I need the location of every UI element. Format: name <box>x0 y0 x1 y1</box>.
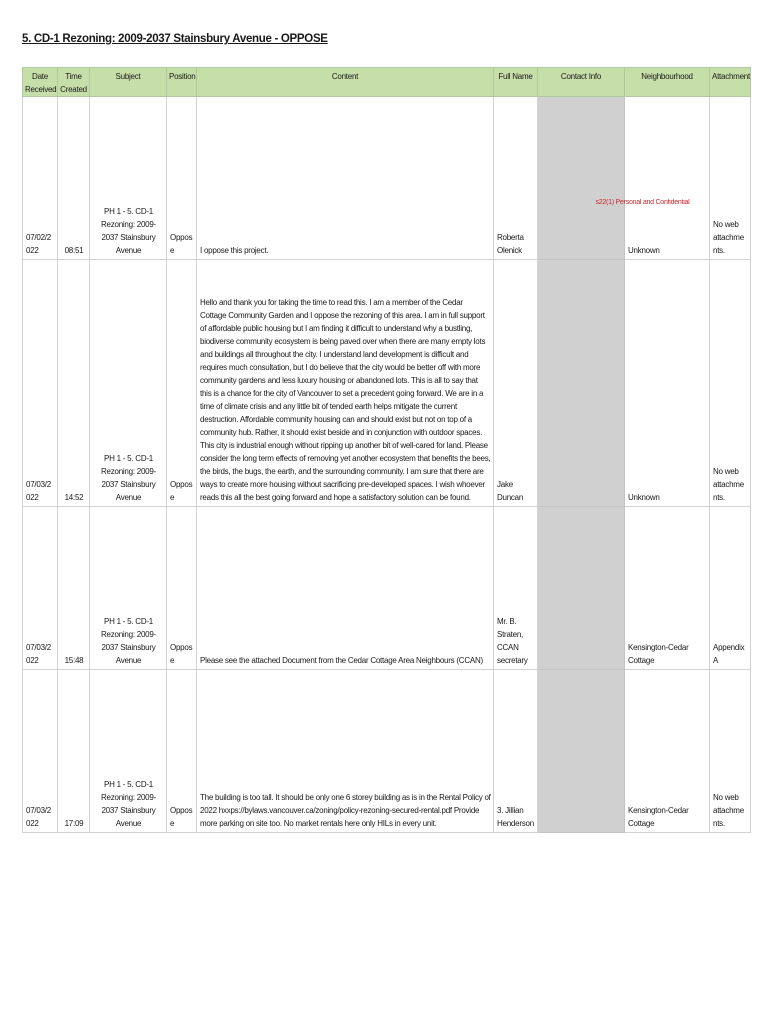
full-name-cell: Roberta Olenick <box>494 97 538 260</box>
content-cell: The building is too tall. It should be only one 6 storey building as is in the Rental Policy of 2022 hxxps://bylaws.vancouver.ca/zoning/policy-rezoning-secured-rental.pdf Provide more parking on site too. No market rentals here only HILs in every unit. <box>197 670 494 833</box>
header-attachment: Attachment <box>710 68 751 97</box>
header-neighbourhood: Neighbourhood <box>625 68 710 97</box>
contact-info-cell <box>538 507 625 670</box>
header-date-received: Date Received <box>23 68 58 97</box>
contact-info-cell <box>538 670 625 833</box>
header-row <box>23 68 751 97</box>
contact-info-cell <box>538 260 625 507</box>
position-cell: Oppose <box>167 670 197 833</box>
full-name-cell: 3. Jillian Henderson <box>494 670 538 833</box>
header-subject: Subject <box>90 68 167 97</box>
header-content: Content <box>197 68 494 97</box>
attachment-cell: No web attachments. <box>710 260 751 507</box>
redaction-note: s22(1) Personal and Confidential <box>595 199 690 206</box>
table-row <box>23 507 751 670</box>
neighbourhood-cell: Kensington-Cedar Cottage <box>625 507 710 670</box>
attachment-cell: No web attachments. <box>710 97 751 260</box>
table-row <box>23 260 751 507</box>
submissions-table <box>22 67 751 833</box>
time-cell: 08:51 <box>58 97 90 260</box>
full-name-cell: Mr. B. Straten, CCAN secretary <box>494 507 538 670</box>
header-time-created: Time Created <box>58 68 90 97</box>
contact-info-cell <box>538 97 625 260</box>
full-name-cell: Jake Duncan <box>494 260 538 507</box>
time-cell: 14:52 <box>58 260 90 507</box>
position-cell: Oppose <box>167 507 197 670</box>
date-cell: 07/03/2022 <box>23 670 58 833</box>
attachment-cell: Appendix A <box>710 507 751 670</box>
table-row <box>23 97 751 260</box>
neighbourhood-cell: Kensington-Cedar Cottage <box>625 670 710 833</box>
table-row <box>23 670 751 833</box>
content-cell: Hello and thank you for taking the time to read this. I am a member of the Cedar Cottage Community Garden and I oppose the rezoning of this area. I am in full support of affordable public housing but I am finding it difficult to understand why a bustling, biodiverse community ecosystem is being paved over when there are many empty lots and buildings all throughout the city. I understand land development is difficult and requires much consultation, but I do believe that the city would be better off with more community gardens and less luxury housing or abandoned lots. This is all to say that this is a chance for the city of Vancouver to set a precedent going forward. We are in a time of climate crisis and any little bit of tended earth helps mitigate the current destruction. Affordable community housing can and should exist but not on top of a community hub. Rather, it should exist beside and in conjunction with outdoor spaces. This city is industrial enough without ripping up another bit of well-cared for land. Please consider the long term effects of removing yet another ecosystem that benefits the bees, the birds, the bugs, the earth, and the surrounding community. I am sure that there are ways to create more housing without sacrificing pre-developed spaces. I wish whoever reads this all the best going forward and hope a satisfactory solution can be found. <box>197 260 494 507</box>
date-cell: 07/02/2022 <box>23 97 58 260</box>
time-cell: 15:48 <box>58 507 90 670</box>
attachment-cell: No web attachments. <box>710 670 751 833</box>
subject-cell: PH 1 - 5. CD-1 Rezoning: 2009-2037 Stainsbury Avenue <box>90 260 167 507</box>
subject-cell: PH 1 - 5. CD-1 Rezoning: 2009-2037 Stainsbury Avenue <box>90 507 167 670</box>
subject-cell: PH 1 - 5. CD-1 Rezoning: 2009-2037 Stainsbury Avenue <box>90 670 167 833</box>
position-cell: Oppose <box>167 97 197 260</box>
subject-cell: PH 1 - 5. CD-1 Rezoning: 2009-2037 Stainsbury Avenue <box>90 97 167 260</box>
position-cell: Oppose <box>167 260 197 507</box>
content-cell: I oppose this project. <box>197 97 494 260</box>
neighbourhood-cell: Unknown <box>625 97 710 260</box>
date-cell: 07/03/2022 <box>23 507 58 670</box>
header-position: Position <box>167 68 197 97</box>
header-contact-info: Contact Info <box>538 68 625 97</box>
header-full-name: Full Name <box>494 68 538 97</box>
content-cell: Please see the attached Document from the Cedar Cottage Area Neighbours (CCAN) <box>197 507 494 670</box>
neighbourhood-cell: Unknown <box>625 260 710 507</box>
date-cell: 07/03/2022 <box>23 260 58 507</box>
time-cell: 17:09 <box>58 670 90 833</box>
page-title: 5. CD-1 Rezoning: 2009-2037 Stainsbury Avenue - OPPOSE <box>22 33 328 45</box>
